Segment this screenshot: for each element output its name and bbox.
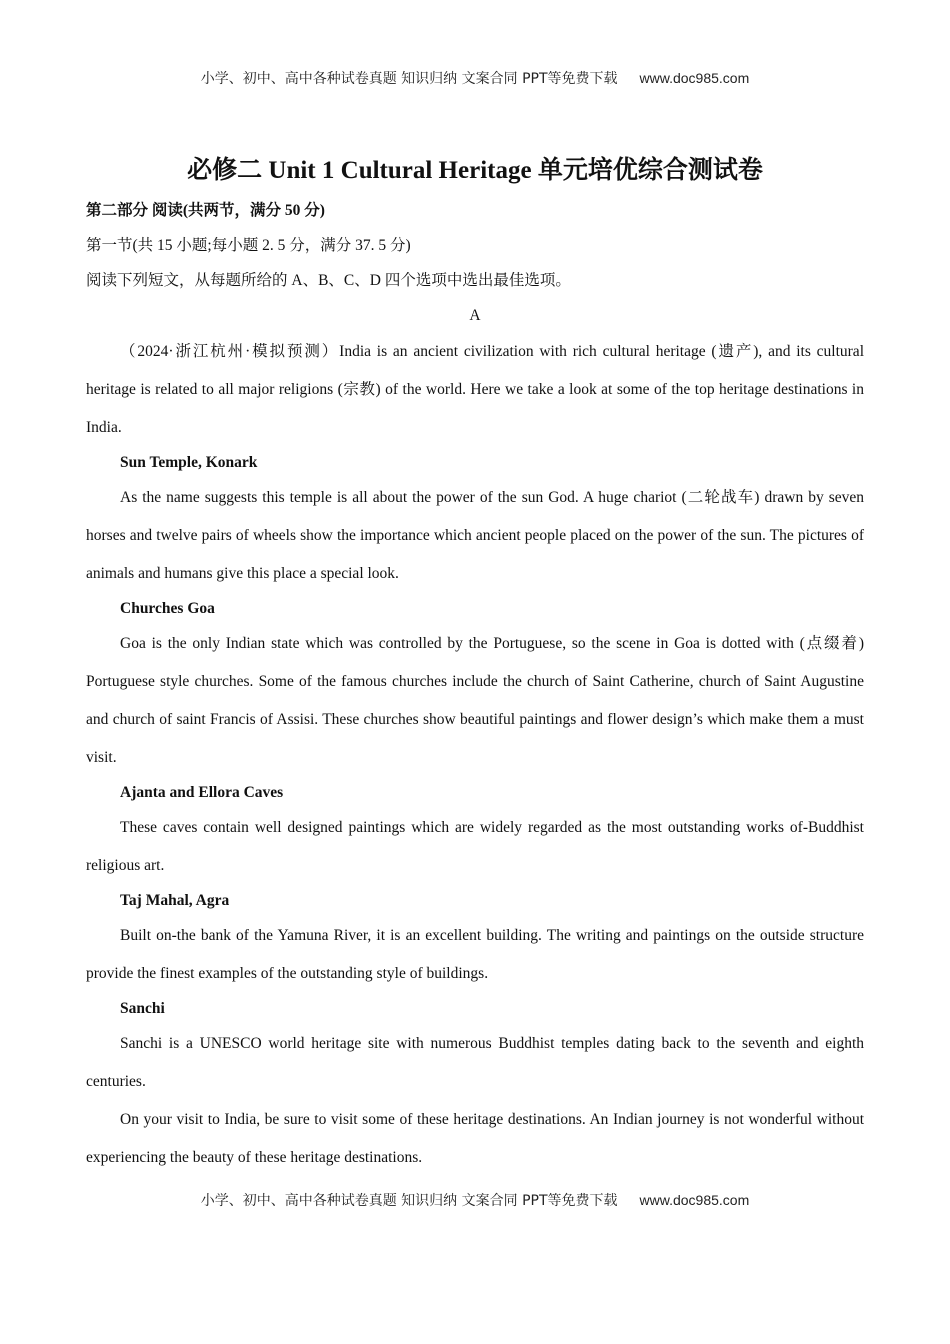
section-text-ajanta-ellora: These caves contain well designed paintings which are widely regarded as the most outstanding works of-Buddhist religious art. — [86, 819, 864, 874]
section-heading-ajanta-ellora: Ajanta and Ellora Caves — [120, 784, 284, 801]
section-text-taj-mahal: Built on-the bank of the Yamuna River, it is an excellent building. The writing and paintings on the outside structure provide the finest examples of the outstanding style of buildings. — [86, 927, 864, 982]
passage-label: A — [469, 307, 481, 324]
document-body — [86, 193, 864, 1177]
section-part-heading: 第二部分 阅读(共两节，满分 50 分) — [86, 202, 325, 219]
section-heading-sanchi: Sanchi — [120, 1000, 165, 1017]
section-text-sun-temple: As the name suggests this temple is all about the power of the sun God. A huge chariot (二轮战车) drawn by seven horses and twelve pairs of wheels show the importance which ancient people placed on the power of the sun. The pictures of animals and humans give this place a special look. — [86, 489, 864, 582]
header-url-link[interactable]: www.doc985.com — [639, 70, 750, 86]
document-title: 必修二 Unit 1 Cultural Heritage 单元培优综合测试卷 — [187, 157, 763, 184]
header-text: 小学、初中、高中各种试卷真题 知识归纳 文案合同 PPT等免费下载 — [200, 71, 618, 87]
footer-url-link[interactable]: www.doc985.com — [639, 1192, 750, 1208]
footer-text: 小学、初中、高中各种试卷真题 知识归纳 文案合同 PPT等免费下载 — [200, 1193, 618, 1209]
passage-intro: （2024·浙江杭州·模拟预测）India is an ancient civilization with rich cultural heritage (遗产), and its cultural heritage is related to all major religions (宗教) of the world. Here we take a look at some of the top heritage destinations in India. — [86, 343, 864, 436]
passage-closing: On your visit to India, be sure to visit some of these heritage destinations. An Indian journey is not wonderful without experiencing the beauty of these heritage destinations. — [86, 1111, 864, 1166]
page-footer — [0, 1190, 950, 1210]
section-heading-sun-temple: Sun Temple, Konark — [120, 454, 258, 471]
page-header — [0, 68, 950, 88]
section-text-churches-goa: Goa is the only Indian state which was controlled by the Portuguese, so the scene in Goa is dotted with (点缀着) Portuguese style churches. Some of the famous churches include the church of Saint Catherine, church of Saint Augustine and church of saint Francis of Assisi. These churches show beautiful paintings and flower design’s which make them a must visit. — [86, 635, 864, 766]
section-heading-churches-goa: Churches Goa — [120, 600, 215, 617]
instruction-text: 阅读下列短文，从每题所给的 A、B、C、D 四个选项中选出最佳选项。 — [86, 272, 571, 289]
subsection-heading: 第一节(共 15 小题;每小题 2. 5 分，满分 37. 5 分) — [86, 237, 411, 254]
section-heading-taj-mahal: Taj Mahal, Agra — [120, 892, 230, 909]
section-text-sanchi: Sanchi is a UNESCO world heritage site with numerous Buddhist temples dating back to the seventh and eighth centuries. — [86, 1035, 864, 1090]
